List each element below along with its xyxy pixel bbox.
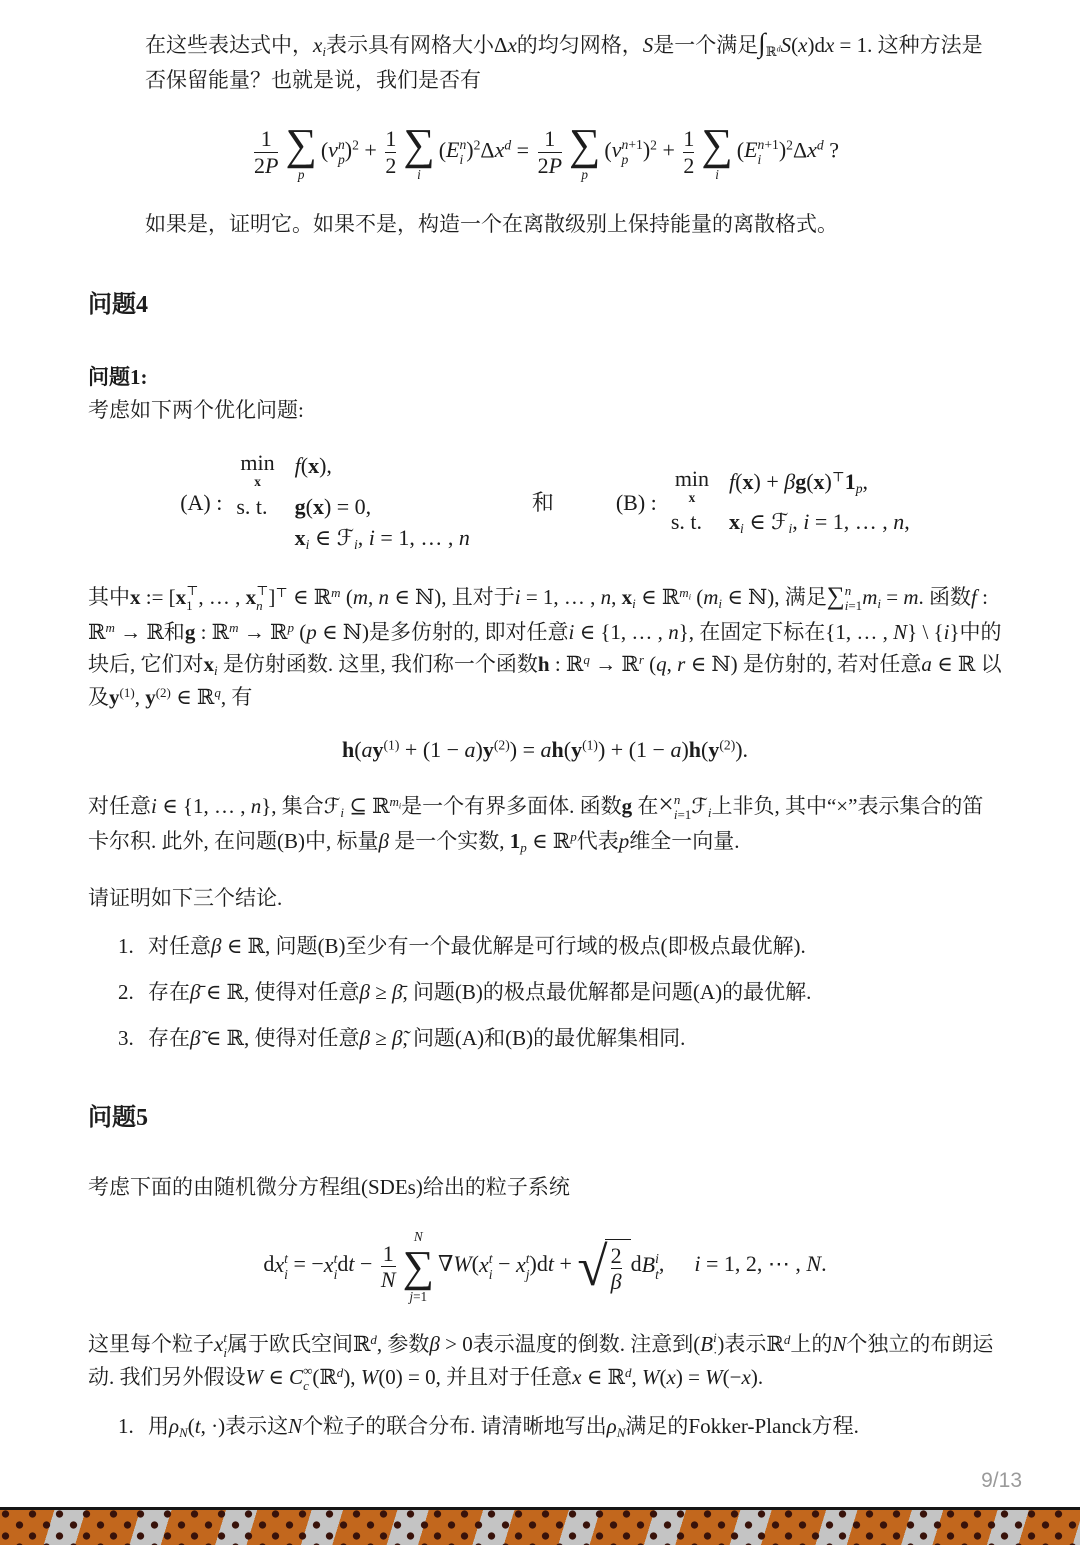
problem-5-intro-paragraph: 考虑下面的由随机微分方程组(SDEs)给出的粒子系统 xyxy=(88,1174,570,1199)
list-item xyxy=(118,1410,1002,1443)
problem-A-constraints xyxy=(236,452,469,552)
problem-A-block xyxy=(180,452,470,552)
list-item-text: 对任意β ∈ ℝ, 问题(B)至少有一个最优解是可行域的极点(即极点最优解). xyxy=(148,934,806,959)
problem-A-st: s. t. xyxy=(236,493,268,519)
heading-problem-5: 问题5 xyxy=(88,1105,148,1132)
particles-paragraph: 这里每个粒子x t i 属于欧氏空间ℝ$^d$, 参数β > 0表示温度的倒数. 注意到(B i · )表示ℝ$^d$上的N个独立的布朗运动. 我们另外假设W ∈ C ∞ c (ℝ$^d$), W(0) = 0, 并且对于任意x ∈ ℝ$^d$, W(x) = W(−x). xyxy=(88,1329,994,1394)
list-item-text: 用ρN(t, ·)表示这N个粒子的联合分布. 请清晰地写出ρN满足的Fokker-Planck方程. xyxy=(148,1414,859,1440)
optimization-problems-row xyxy=(88,452,1002,552)
list-item-text: 存在β̃ ∈ ℝ, 使得对任意β ≥ β̃, 问题(A)和(B)的最优解集相同. xyxy=(148,1025,686,1050)
problem-B-st: s. t. xyxy=(670,509,702,535)
list-item-number: 1. xyxy=(118,1414,134,1439)
and-connector: 和 xyxy=(531,489,554,515)
problem-B-block xyxy=(616,468,910,537)
decorative-stripe-border xyxy=(0,1507,1080,1545)
problem-B-objective: f(x) + βg(x)⊤1p, xyxy=(729,469,868,497)
list-item-text: 存在β̄ ∈ ℝ, 使得对任意β ≥ β̄, 问题(B)的极点最优解都是问题(A)的最优解. xyxy=(148,979,812,1004)
list-item-number: 3. xyxy=(118,1025,134,1050)
problem-A-objective: f(x), xyxy=(294,453,332,479)
subproblem-1-label: 问题1: xyxy=(88,365,148,390)
intro-paragraph: 在这些表达式中，xi表示具有网格大小Δx的均匀网格，S是一个满足∫ℝ$^d$S(x)dx = 1. 这种方法是否保留能量？也就是说，我们是否有 xyxy=(145,28,983,93)
list-item-number: 1. xyxy=(118,934,134,959)
polytope-paragraph: 对任意i ∈ {1, … , n}, 集合ℱi ⊆ ℝ$^{mi}$是一个有界多面体. 函数g 在× n i=1 ℱi上非负, 其中“×”表示集合的笛卡尔积. 此外, 在问题(B)中, 标量β 是一个实数, 1p ∈ ℝ$^p$代表p维全一向量. xyxy=(88,789,984,856)
problem-A-min: min x xyxy=(240,450,275,490)
list-item xyxy=(118,1022,1002,1055)
problem-B-constraint-1: xi ∈ ℱi, i = 1, … , n, xyxy=(729,509,910,537)
problem-A-constraint-1: g(x) = 0, xyxy=(294,493,372,519)
problem-A-constraint-2: xi ∈ ℱi, i = 1, … , n xyxy=(294,525,470,553)
problem-A-label: (A) : xyxy=(180,489,223,515)
definitions-paragraph: 其中x := [x ⊤ 1 , … , x ⊤ n ]⊤ ∈ ℝ$^m$ (m, n ∈ ℕ), 且对于i = 1, … , n, xi ∈ ℝ$^{mi}$ (mi ∈ ℕ), 满足∑ n i=1 mi = m. 函数f : ℝ$^m$ → ℝ和g : ℝ$^m$ → ℝ$^p$ (p ∈ ℕ)是多仿射的, 即对任意i ∈ {1, … , n}, 在固定下标在{1, … , N} \ {i}中的块后, 它们对xi 是仿射函数. 这里, 我们称一个函数h : ℝ$^q$ → ℝ$^r$ (q, r ∈ ℕ) 是仿射的, 若对任意a ∈ ℝ 以及$y^{(1)}$, $y^{(2)}$ ∈ ℝ$^q$, 有 xyxy=(88,582,1002,709)
list-item-number: 2. xyxy=(118,979,134,1004)
page-number: 9/13 xyxy=(981,1468,1022,1492)
prove-instruction-paragraph: 如果是，证明它。如果不是，构造一个在离散级别上保持能量的离散格式。 xyxy=(145,212,838,237)
conclusions-list xyxy=(88,930,1002,1054)
subproblem-1-paragraph xyxy=(88,361,1002,426)
problem-B-constraints xyxy=(671,468,910,537)
prove-three-results-paragraph: 请证明如下三个结论. xyxy=(88,885,283,910)
page-footer xyxy=(0,1443,1080,1545)
subproblem-1-intro: 考虑如下两个优化问题: xyxy=(88,397,304,422)
energy-conservation-formula: $\frac{1}{2P}$ ∑ p (v n p )$^2$ + $\frac{1}{2}$ ∑ i (E n i )$^2\Delta x^d$ = $\frac{1}{2P}$ ∑ p (v n+1 p )$^2$ + $\frac{1}{2}$ ∑ i (E n+1 i )$^2\Delta x^d$ ? xyxy=(254,119,839,182)
list-item xyxy=(118,976,1002,1009)
list-item xyxy=(118,930,1002,963)
affine-function-formula: $h(ay^{(1)} + (1 - a)y^{(2)}) = ah(y^{(1)}) + (1 - a)h(y^{(2)})$. xyxy=(341,736,749,762)
heading-problem-4: 问题4 xyxy=(88,291,148,318)
sde-formula: dx t i = −x t i dt − $\frac{1}{N}$ N ∑ j=1 ∇W(x t i − x t j )dt + √ $\frac{2}{\beta}$ dB i t , i = 1, 2, ⋯ , N. xyxy=(263,1229,827,1304)
problem-B-min: min x xyxy=(674,466,710,506)
problem-B-label: (B) : xyxy=(615,489,657,515)
